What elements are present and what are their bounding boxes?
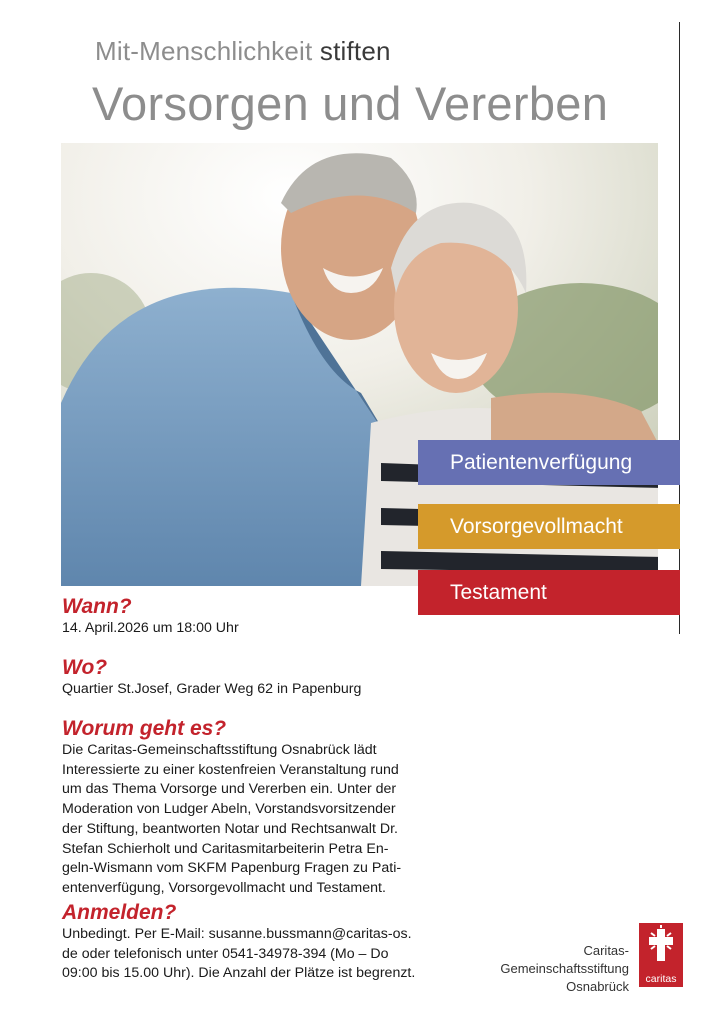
organization-name bbox=[500, 942, 629, 996]
register-line: Unbedingt. Per E-Mail: susanne.bussmann@caritas-os. bbox=[62, 926, 412, 942]
subtitle-part2: stiften bbox=[319, 36, 391, 66]
page-subtitle bbox=[95, 36, 391, 67]
tag-vorsorgevollmacht: Vorsorgevollmacht bbox=[418, 504, 680, 549]
subtitle-part1: Mit-Menschlichkeit bbox=[95, 36, 313, 66]
about-line: um das Thema Vorsorge und Vererben ein. Unter der bbox=[62, 781, 397, 798]
org-line: Gemeinschaftsstiftung bbox=[500, 961, 629, 976]
heading-when: Wann? bbox=[62, 595, 132, 618]
org-line: Caritas- bbox=[583, 943, 629, 958]
heading-about: Worum geht es? bbox=[62, 717, 227, 740]
about-text bbox=[62, 741, 401, 899]
about-line: entenverfügung, Vorsorgevollmacht und Testament. bbox=[62, 879, 386, 896]
about-line: Interessierte zu einer kostenfreien Veranstaltung rund bbox=[62, 761, 399, 778]
when-text: 14. April.2026 um 18:00 Uhr bbox=[62, 620, 239, 636]
about-line: geln-Wismann vom SKFM Papenburg Fragen zu Pati- bbox=[62, 860, 402, 877]
about-line: Die Caritas-Gemeinschaftsstiftung Osnabrück lädt bbox=[62, 742, 377, 758]
heading-where: Wo? bbox=[62, 656, 108, 679]
flame-cross-icon bbox=[639, 923, 683, 971]
register-text bbox=[62, 925, 415, 984]
about-line: Stefan Schierholt und Caritasmitarbeiterin Petra En- bbox=[62, 840, 389, 857]
tag-testament: Testament bbox=[418, 570, 680, 615]
about-line: Moderation von Ludger Abeln, Vorstandsvorsitzender bbox=[62, 801, 396, 818]
caritas-logo bbox=[639, 923, 683, 987]
where-text: Quartier St.Josef, Grader Weg 62 in Papenburg bbox=[62, 681, 362, 697]
logo-wordmark: caritas bbox=[645, 973, 677, 985]
tag-patientenverfuegung: Patientenverfügung bbox=[418, 440, 680, 485]
register-line: de oder telefonisch unter 0541-34978-394 (Mo – Do bbox=[62, 945, 389, 962]
about-line: der Stiftung, beantworten Notar und Rechtsanwalt Dr. bbox=[62, 820, 398, 837]
register-line: 09:00 bis 15.00 Uhr). Die Anzahl der Plätze ist begrenzt. bbox=[62, 965, 416, 982]
page-title: Vorsorgen und Vererben bbox=[92, 77, 609, 130]
org-line: Osnabrück bbox=[566, 979, 629, 994]
heading-register: Anmelden? bbox=[62, 901, 177, 924]
